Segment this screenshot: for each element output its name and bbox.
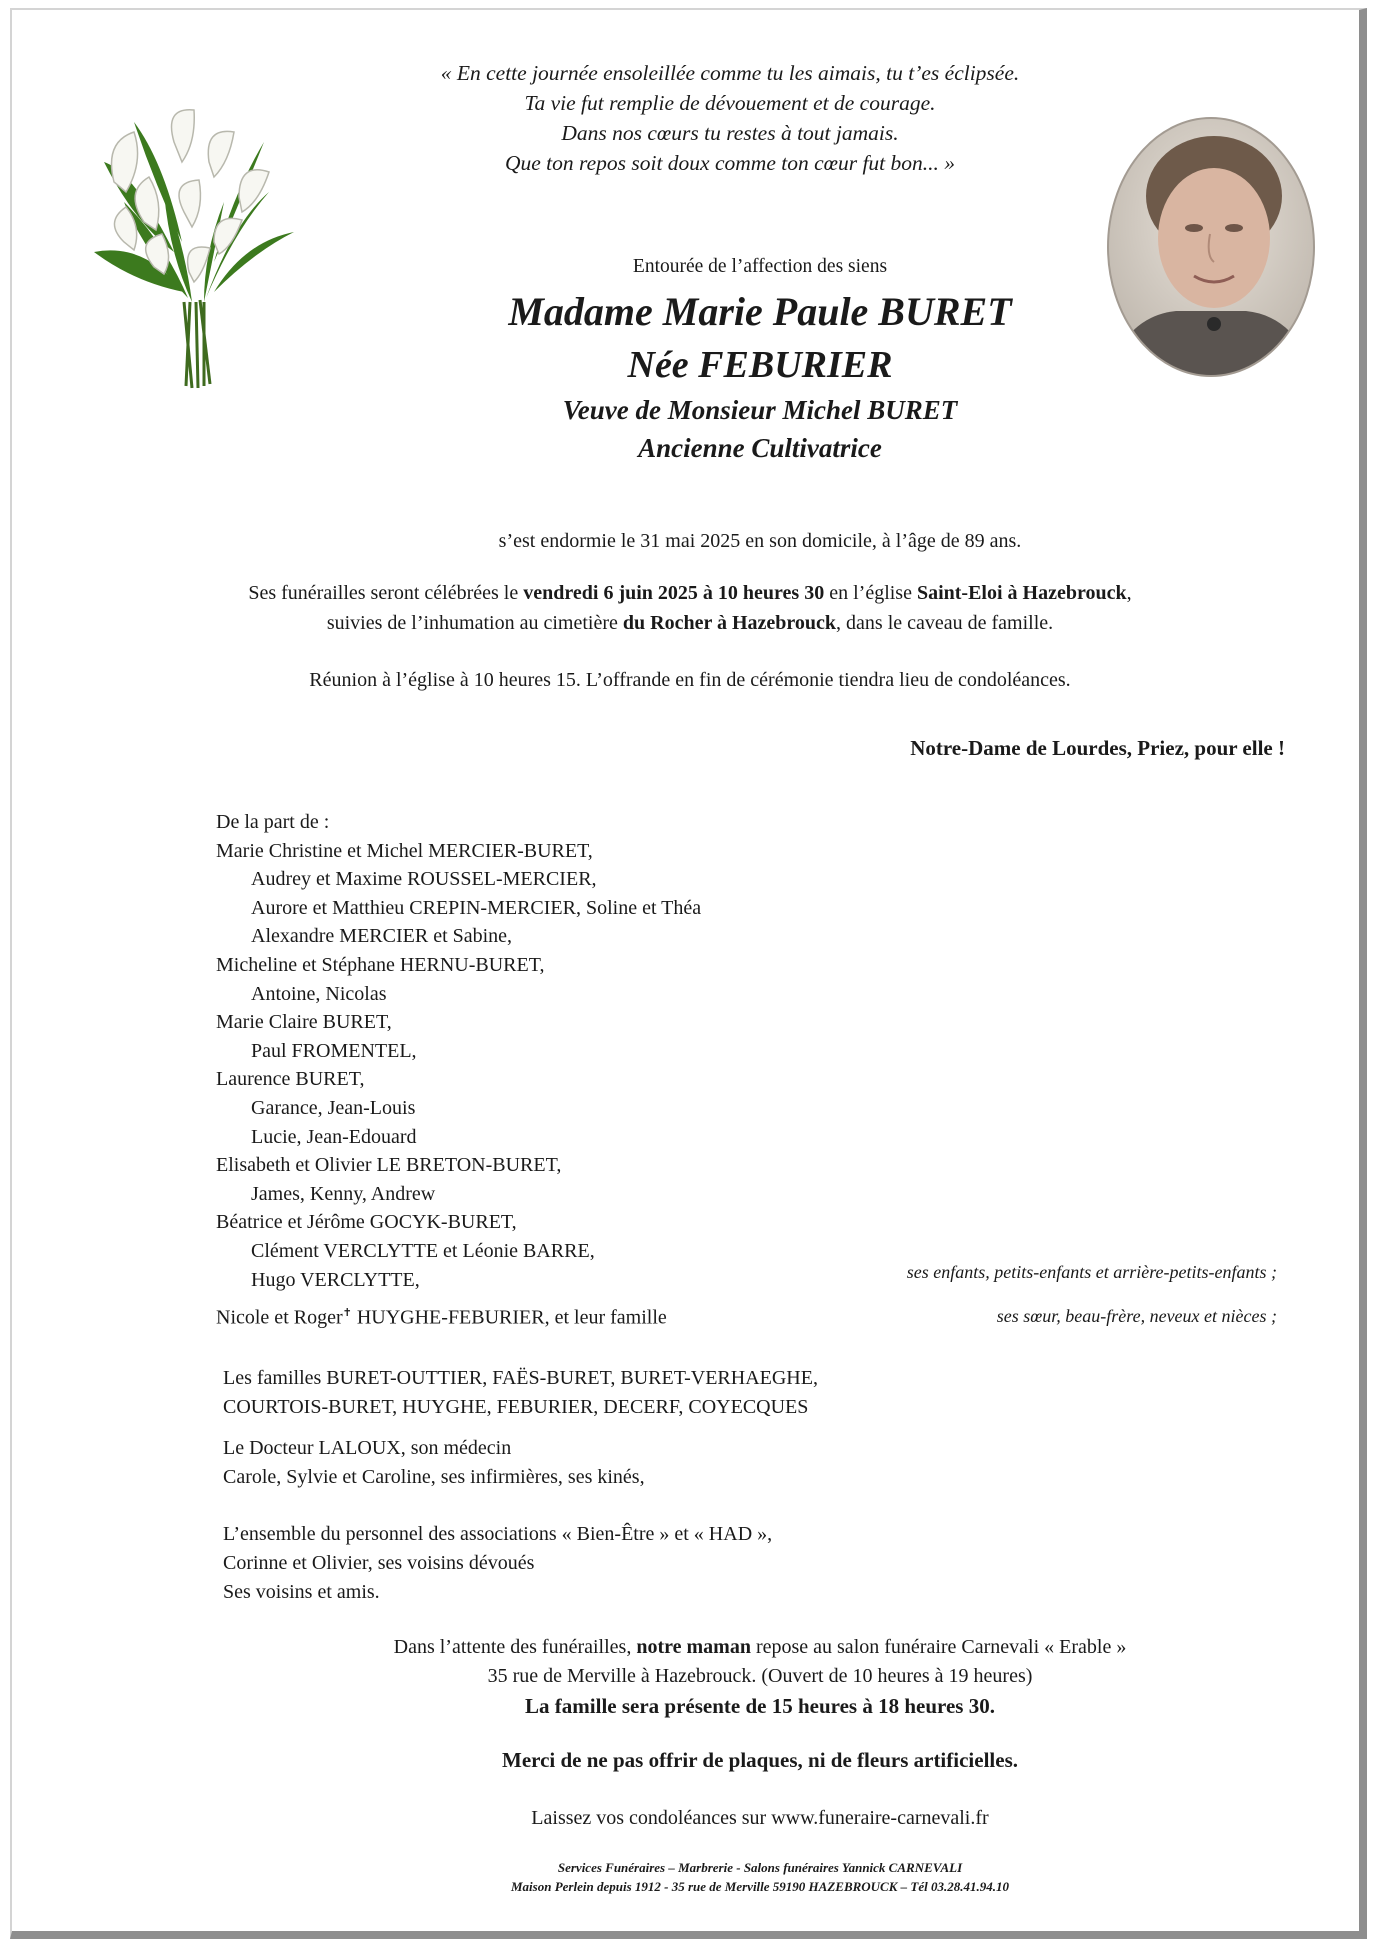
family-lines bbox=[216, 837, 701, 1295]
reunion-line: Réunion à l’église à 10 heures 15. L’offrande en fin de cérémonie tiendra lieu de condoléances. bbox=[309, 669, 1071, 691]
burial-text: suivies de l’inhumation au cimetière bbox=[326, 612, 623, 634]
funeral-home-address: 35 rue de Merville à Hazebrouck. (Ouvert de 10 heures à 19 heures) bbox=[487, 1665, 1033, 1687]
death-notice: s’est endormie le 31 mai 2025 en son domicile, à l’âge de 89 ans. bbox=[498, 530, 1022, 552]
family-intro: De la part de : bbox=[216, 811, 330, 833]
resting-text: Dans l’attente des funérailles, bbox=[393, 1636, 637, 1658]
family-line: Lucie, Jean-Edouard bbox=[251, 1125, 417, 1148]
sibling-line bbox=[216, 1306, 667, 1330]
relation-siblings: ses sœur, beau-frère, neveux et nièces ; bbox=[996, 1306, 1277, 1326]
no-flowers-notice: Merci de ne pas offrir de plaques, ni de fleurs artificielles. bbox=[502, 1748, 1018, 1772]
condolences-line: Laissez vos condoléances sur www.funeraire-carnevali.fr bbox=[531, 1807, 989, 1829]
profession: Ancienne Cultivatrice bbox=[638, 433, 882, 463]
entouree-line: Entourée de l’affection des siens bbox=[632, 256, 888, 277]
resting-text: repose au salon funéraire Carnevali « Erable » bbox=[750, 1636, 1127, 1658]
poem bbox=[280, 58, 1180, 178]
family-list bbox=[216, 808, 701, 1294]
family-line: Paul FROMENTEL, bbox=[251, 1039, 417, 1062]
sibling-names: Nicole et Roger bbox=[216, 1306, 343, 1329]
poem-line: « En cette journée ensoleillée comme tu les aimais, tu t’es éclipsée. bbox=[440, 61, 1020, 85]
extended-families bbox=[223, 1364, 818, 1422]
poem-line: Ta vie fut remplie de dévouement et de courage. bbox=[524, 91, 936, 115]
maiden-name: Née FEBURIER bbox=[627, 344, 893, 386]
family-line: Marie Claire BURET, bbox=[216, 1011, 392, 1034]
family-line: Hugo VERCLYTTE, bbox=[251, 1268, 420, 1291]
family-line: Audrey et Maxime ROUSSEL-MERCIER, bbox=[251, 868, 597, 891]
portrait-photo bbox=[1106, 116, 1316, 378]
family-line: Elisabeth et Olivier LE BRETON-BURET, bbox=[216, 1154, 562, 1177]
calla-lily-bouquet-image bbox=[64, 102, 316, 390]
footer-services: Services Funéraires – Marbrerie - Salons funéraires Yannick CARNEVALI bbox=[557, 1860, 963, 1875]
funeral-church: Saint-Eloi à Hazebrouck bbox=[916, 582, 1127, 604]
family-line: Béatrice et Jérôme GOCYK-BURET, bbox=[216, 1211, 517, 1234]
funeral-text: Ses funérailles seront célébrées le bbox=[248, 582, 524, 604]
family-line: Micheline et Stéphane HERNU-BURET, bbox=[216, 953, 545, 976]
poem-line: Que ton repos soit doux comme ton cœur fut bon... » bbox=[504, 151, 956, 175]
list-item: Ses voisins et amis. bbox=[223, 1581, 380, 1603]
funeral-date: vendredi 6 juin 2025 à 10 heures 30 bbox=[523, 582, 825, 604]
list-item: COURTOIS-BURET, HUYGHE, FEBURIER, DECERF, COYECQUES bbox=[223, 1396, 809, 1418]
list-item: Les familles BURET-OUTTIER, FAËS-BURET, BURET-VERHAEGHE, bbox=[223, 1367, 818, 1389]
list-item: L’ensemble du personnel des associations « Bien-Être » et « HAD », bbox=[223, 1523, 773, 1545]
widow-of: Veuve de Monsieur Michel BURET bbox=[562, 395, 958, 425]
list-item: Le Docteur LALOUX, son médecin bbox=[223, 1437, 512, 1459]
funeral-text: en l’église bbox=[824, 582, 917, 604]
poem-line: Dans nos cœurs tu restes à tout jamais. bbox=[561, 121, 899, 145]
medical-staff bbox=[223, 1434, 645, 1492]
relation-children: ses enfants, petits-enfants et arrière-petits-enfants ; bbox=[906, 1262, 1277, 1282]
family-line: Clément VERCLYTTE et Léonie BARRE, bbox=[251, 1239, 595, 1262]
burial-cemetery: du Rocher à Hazebrouck bbox=[622, 612, 837, 634]
family-line: Laurence BURET, bbox=[216, 1068, 365, 1091]
family-presence: La famille sera présente de 15 heures à 18 heures 30. bbox=[525, 1694, 995, 1718]
cross-icon: ✝ bbox=[342, 1307, 352, 1319]
list-item: Corinne et Olivier, ses voisins dévoués bbox=[223, 1552, 535, 1574]
family-line: Aurore et Matthieu CREPIN-MERCIER, Soline et Théa bbox=[251, 896, 702, 919]
funeral-text: , bbox=[1126, 582, 1132, 604]
funeral-line bbox=[150, 582, 1230, 605]
family-line: James, Kenny, Andrew bbox=[251, 1182, 436, 1205]
family-line: Alexandre MERCIER et Sabine, bbox=[251, 925, 513, 948]
associations bbox=[223, 1520, 772, 1607]
sibling-names: HUYGHE-FEBURIER, et leur famille bbox=[351, 1306, 667, 1329]
resting-bold: notre maman bbox=[636, 1636, 751, 1658]
family-line: Antoine, Nicolas bbox=[251, 982, 387, 1005]
footer-address: Maison Perlein depuis 1912 - 35 rue de Merville 59190 HAZEBROUCK – Tél 03.28.41.94.10 bbox=[511, 1879, 1009, 1894]
burial-text: , dans le caveau de famille. bbox=[836, 612, 1054, 634]
family-line: Garance, Jean-Louis bbox=[251, 1096, 416, 1119]
deceased-name: Madame Marie Paule BURET bbox=[508, 289, 1012, 334]
burial-line bbox=[150, 612, 1230, 635]
list-item: Carole, Sylvie et Caroline, ses infirmières, ses kinés, bbox=[223, 1466, 645, 1488]
resting-place-line bbox=[200, 1636, 1320, 1659]
family-line: Marie Christine et Michel MERCIER-BURET, bbox=[216, 839, 593, 862]
prayer-line: Notre-Dame de Lourdes, Priez, pour elle ! bbox=[910, 736, 1285, 760]
